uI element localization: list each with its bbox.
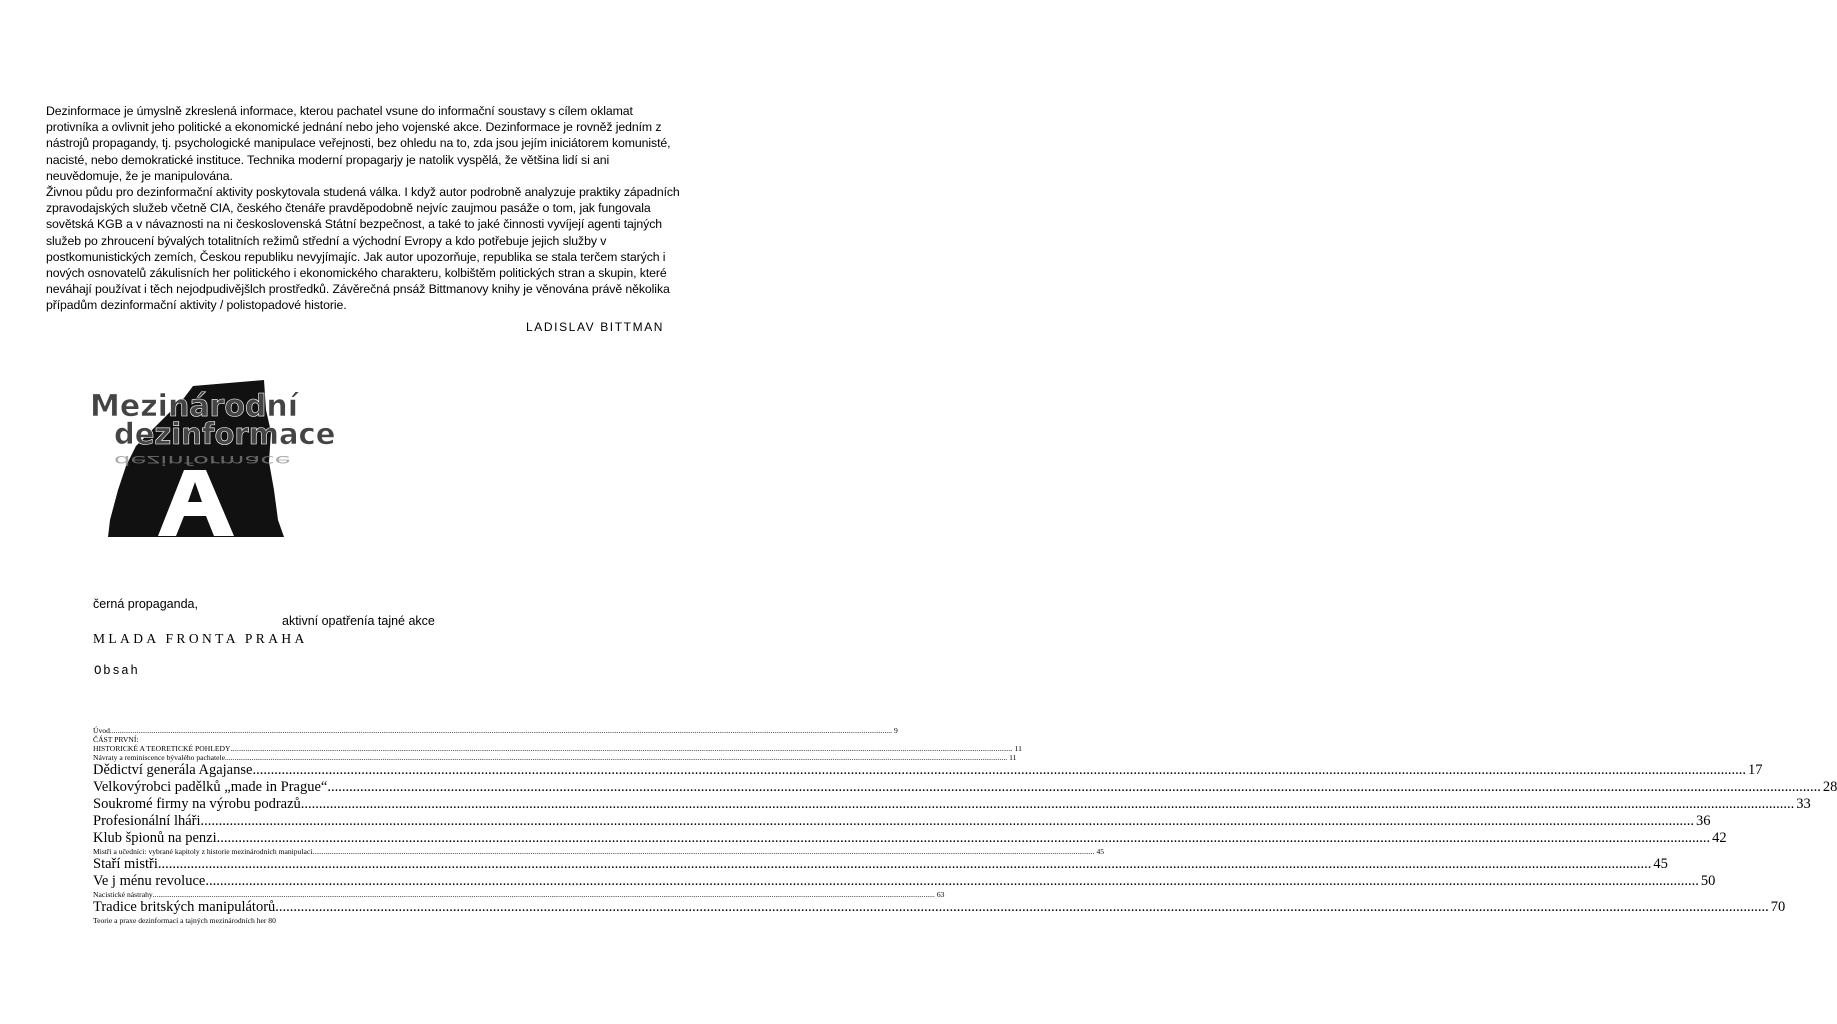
toc-entry-title: Velkovýrobci padělků „made in Prague“ [93, 779, 328, 795]
toc-entry [93, 916, 558, 925]
toc-entry [93, 796, 1811, 813]
toc-entry [93, 744, 1022, 753]
toc-entry-page: 33 [1796, 796, 1811, 812]
toc-entry-title: Klub špionů na penzi [93, 830, 217, 846]
toc-entry-title: Dědictví generála Agajanse [93, 762, 253, 778]
toc-entry-title: Profesionální lháři [93, 813, 201, 829]
toc-entry [93, 735, 558, 744]
toc-entry-page: 50 [1700, 873, 1716, 889]
table-of-contents [93, 726, 1837, 925]
toc-entry-page: 11 [1014, 744, 1022, 753]
publisher: MLADA FRONTA PRAHA [93, 631, 308, 646]
toc-entry [93, 762, 1763, 779]
toc-leader-dots [301, 796, 1795, 813]
author-name: LADISLAV BITTMAN [526, 320, 665, 334]
cover-art [88, 370, 336, 540]
toc-entry [93, 830, 1727, 847]
toc-leader-dots [110, 726, 892, 735]
book-cover-image [88, 370, 336, 540]
toc-leader-dots [225, 753, 1007, 762]
toc-entry [93, 873, 1716, 890]
toc-entry-page: 11 [1009, 753, 1017, 762]
toc-entry-page: 17 [1747, 762, 1763, 778]
toc-leader-dots [205, 873, 1699, 890]
toc-entry-page: 63 [936, 890, 945, 899]
toc-entry-title: Návraty a reminiscence bývalého pachatele [93, 753, 225, 762]
toc-entry [93, 779, 1837, 796]
cover-title-line2: dezinformace [114, 417, 336, 451]
toc-leader-dots [153, 890, 935, 899]
subtitle-active-measures: aktivní opatřenía tajné akce [282, 614, 435, 628]
svg-text:dezinformace: dezinformace [114, 452, 291, 469]
contents-heading: Obsah [94, 664, 140, 678]
toc-entry-page: 9 [894, 726, 898, 735]
toc-entry [93, 856, 1668, 873]
toc-entry-page: 45 [1653, 856, 1668, 872]
toc-leader-dots [217, 830, 1711, 847]
cover-big-letter: A [88, 370, 89, 371]
toc-entry-title: Úvod [93, 726, 110, 735]
subtitle-black-propaganda: černá propaganda, [93, 597, 198, 611]
toc-entry-title: Teorie a praxe dezinformací a tajných mezinárodních her 80 [93, 916, 276, 925]
toc-entry-page: 45 [1096, 847, 1105, 856]
toc-leader-dots [252, 762, 1746, 779]
toc-entry-title: ČÁST PRVNÍ: [93, 735, 139, 744]
cover-title-line1: Mezinárodní [90, 389, 299, 424]
toc-entry-page: 28 [1822, 779, 1837, 795]
toc-entry-title: HISTORICKÉ A TEORETICKÉ POHLEDY [93, 744, 231, 753]
toc-entry-title: Nacistické nástrahy [93, 890, 153, 899]
toc-entry [93, 847, 1105, 856]
toc-entry-title: Mistři a učedníci: vybrané kapitoly z historie mezinárodních manipulací [93, 847, 313, 856]
toc-entry-page: 42 [1712, 830, 1727, 846]
toc-leader-dots [312, 847, 1094, 856]
toc-leader-dots [230, 744, 1012, 753]
toc-entry-title: Staří mistři [93, 856, 158, 872]
toc-entry-title: Soukromé firmy na výrobu podrazů [93, 796, 301, 812]
toc-leader-dots [327, 779, 1821, 796]
toc-entry-title: Ve j ménu revoluce [93, 873, 206, 889]
toc-entry-page: 36 [1696, 813, 1711, 829]
toc-entry [93, 890, 945, 899]
toc-leader-dots [275, 899, 1769, 916]
toc-entry [93, 753, 1017, 762]
toc-entry [93, 813, 1711, 830]
toc-entry-page: 70 [1770, 899, 1786, 915]
toc-entry [93, 726, 898, 735]
toc-entry [93, 899, 1786, 916]
toc-entry-title: Tradice britských manipulátorů [93, 899, 276, 915]
intro-paragraph-2: Živnou půdu pro dezinformační aktivity poskytovala studená válka. I když autor podrobně analyzuje praktiky západních zpravodajských služeb včetně CIA, českého čtenáře pravděpodobně nejvíc zaujmou pasáže o tom, jak fungovala sovětská KGB a v návaznosti na ni československá Státní bezpečnost, a také to jaké činnosti vyvíjejí agenti tajných služeb po zhroucení bývalých totalitních režimů střední a východní Evropy a kdo potřebuje jejich služby v postkomunistických zemích, Českou republiku nevyjímajíc. Jak autor upozorňuje, republika se stala terčem starých i nových osnovatelů zákulisních her politického i ekonomického charakteru, kolbištěm politických stran a skupin, které neváhají používat i těch nejodpudivějšlch prostředků. Závěrečná pnsáž Bittmanovy knihy je věnována právě několika případům dezinformační aktivity / polistopadové historie. [46, 185, 680, 313]
intro-text [46, 103, 686, 314]
intro-paragraph-1: Dezinformace je úmyslně zkreslená informace, kterou pachatel vsune do informační soustavy s cílem oklamat protivníka a ovlivnit jeho politické a ekonomické jednání nebo jeho vojenské akce. Dezinformace je rovněž jedním z nástrojů propagandy, tj. psychologické manipulace veřejnosti, bez ohledu na to, zda jsou jejím iniciátorem komunisté, nacisté, nebo demokratické instituce. Technika moderní propagarjy je natolik vyspělá, že většina lidí si ani neuvědomuje, že je manipulována. [46, 104, 671, 183]
toc-leader-dots [201, 813, 1695, 830]
toc-leader-dots [158, 856, 1652, 873]
